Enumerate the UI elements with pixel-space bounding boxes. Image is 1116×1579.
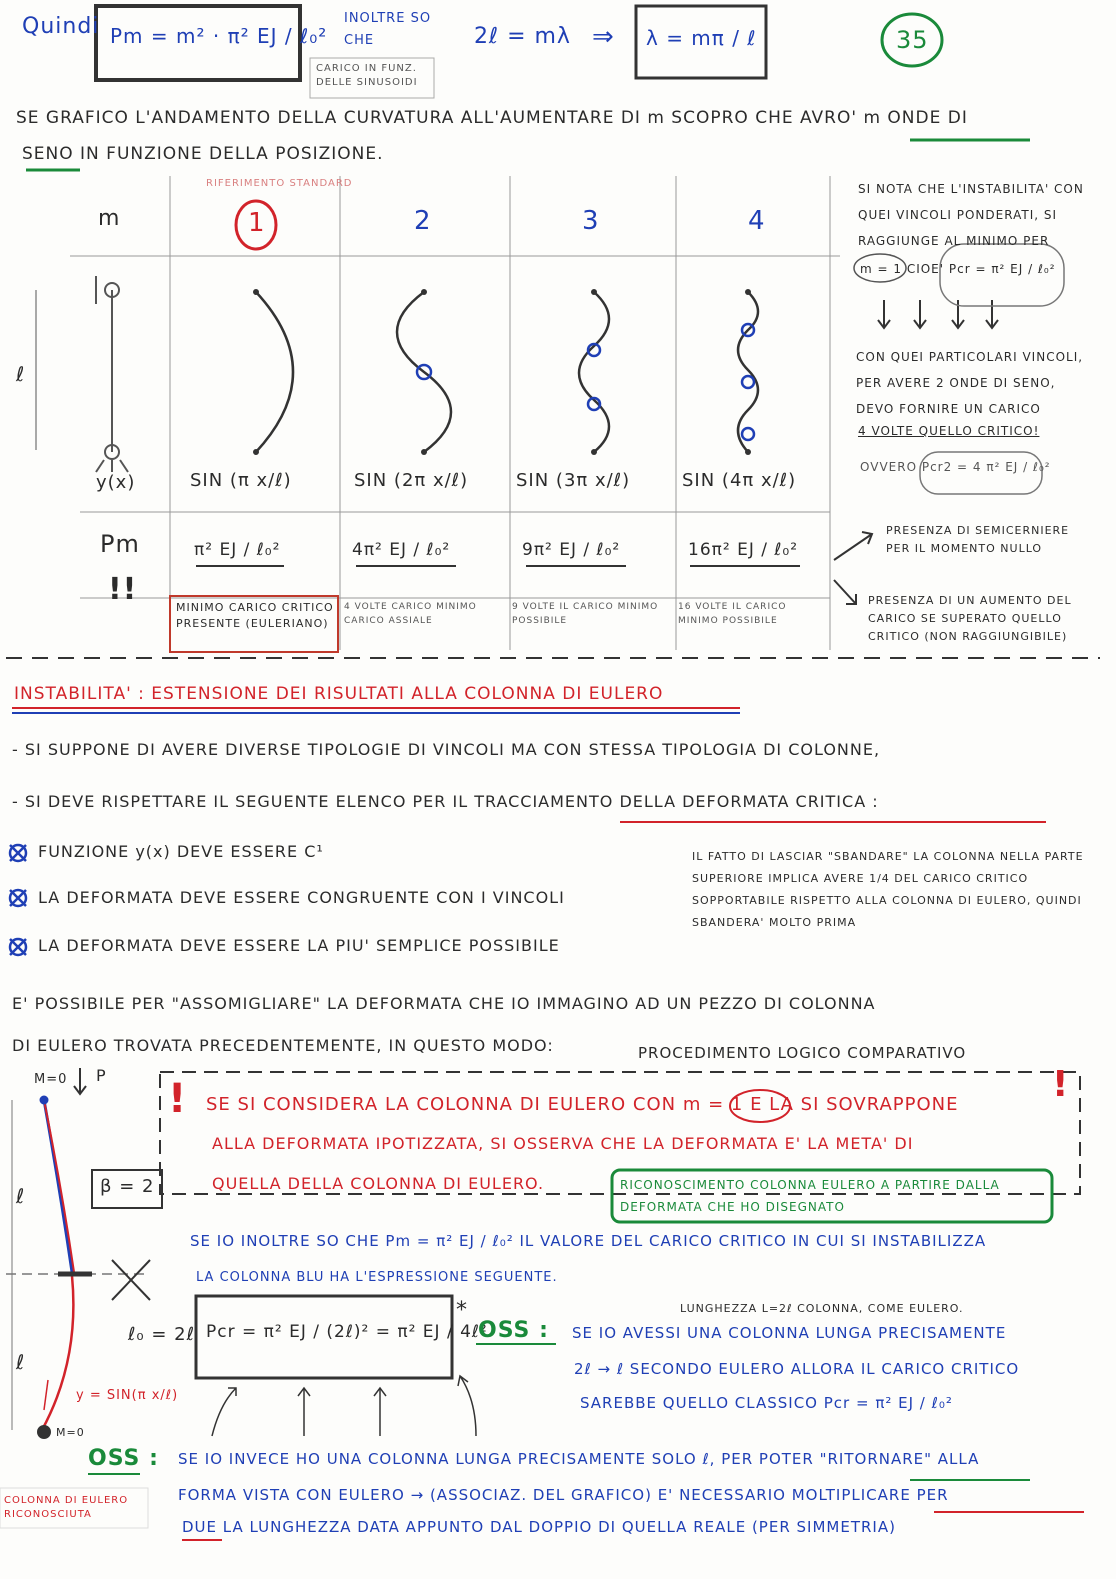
oss-line-2: 2ℓ → ℓ SECONDO EULERO ALLORA IL CARICO CRITICO [574, 1360, 1020, 1378]
beta-label: β = 2 [100, 1176, 155, 1197]
l0-label: ℓ₀ = 2ℓ [128, 1324, 196, 1345]
m-label: m [98, 206, 121, 231]
colonna-note: COLONNA DI EULERO RICONOSCIUTA [4, 1495, 129, 1520]
pm-1: π² EJ / ℓ₀² [194, 540, 281, 560]
pm-label: Pm [100, 530, 140, 558]
col-2-header: 2 [414, 206, 432, 236]
table-exclaim: !! [108, 572, 138, 607]
column-sketch [36, 276, 128, 472]
section-title: INSTABILITA' : ESTENSIONE DEI RISULTATI ALLA COLONNA DI EULERO [14, 684, 664, 704]
col-1-header: 1 [248, 208, 266, 238]
star-note: IL FATTO DI LASCIAR "SBANDARE" LA COLONNA NELLA PARTE SUPERIORE IMPLICA AVERE 1/4 DEL CARICO CRITICO SOPPORTABILE RISPETTO ALLA COLONNA DI EULERO, QUINDI SBANDERA' MOLTO PRIMA [692, 850, 1084, 929]
intro-line-1: SE GRAFICO L'ANDAMENTO DELLA CURVATURA ALL'AUMENTARE DI m SCOPRO CHE AVRO' m ONDE DI [16, 108, 968, 128]
oss-label-1: OSS : [478, 1318, 549, 1343]
ysin-label: y = SIN(π x/ℓ) [76, 1388, 179, 1403]
note-1: MINIMO CARICO CRITICO PRESENTE (EULERIANO) [176, 601, 334, 630]
oss-line-3: SAREBBE QUELLO CLASSICO Pcr = π² EJ / ℓ₀² [580, 1394, 953, 1412]
sin-2: SIN (2π x/ℓ) [354, 470, 469, 491]
m0b-label: M=0 [56, 1426, 85, 1439]
oss-label-2: OSS : [88, 1446, 159, 1471]
pcr-formula: Pcr = π² EJ / (2ℓ)² = π² EJ / 4ℓ² [206, 1322, 488, 1342]
dashed-line-2: ALLA DEFORMATA IPOTIZZATA, SI OSSERVA CHE LA DEFORMATA E' LA META' DI [212, 1134, 914, 1153]
side-aumento: PRESENZA DI UN AUMENTO DEL CARICO SE SUPERATO QUELLO CRITICO (NON RAGGIUNGIBILE) [868, 594, 1072, 643]
side-instability: SI NOTA CHE L'INSTABILITA' CON QUEI VINCOLI PONDERATI, SI RAGGIUNGE AL MINIMO PER [858, 182, 1084, 248]
pcr-arrows [212, 1376, 476, 1436]
l-upper: ℓ [16, 1184, 26, 1208]
pm-4: 16π² EJ / ℓ₀² [688, 540, 799, 560]
possibile-1: E' POSSIBILE PER "ASSOMIGLIARE" LA DEFORMATA CHE IO IMMAGINO AD UN PEZZO DI COLONNA [12, 994, 876, 1013]
espressione: LA COLONNA BLU HA L'ESPRESSIONE SEGUENTE. [196, 1270, 558, 1285]
oss-line-1: SE IO AVESSI UNA COLONNA LUNGA PRECISAMENTE [572, 1324, 1007, 1342]
inflection-points [417, 324, 754, 440]
dashed-line-1: SE SI CONSIDERA LA COLONNA DI EULERO CON m = 1 E LA SI SOVRAPPONE [206, 1094, 959, 1115]
se-inoltre: SE IO INOLTRE SO CHE Pm = π² EJ / ℓ₀² IL VALORE DEL CARICO CRITICO IN CUI SI INSTABILIZZA [190, 1232, 987, 1250]
table-grid [70, 176, 840, 650]
page-number: 35 [896, 26, 929, 54]
final-line-1: SE IO INVECE HO UNA COLONNA LUNGA PRECISAMENTE SOLO ℓ, PER POTER "RITORNARE" ALLA [178, 1450, 980, 1468]
lambda-formula: λ = mπ / ℓ [646, 26, 757, 50]
bullet-2: - SI DEVE RISPETTARE IL SEGUENTE ELENCO PER IL TRACCIAMENTO DELLA DEFORMATA CRITICA : [12, 792, 879, 811]
reference-note: RIFERIMENTO STANDARD [206, 178, 353, 189]
note-3: 9 VOLTE IL CARICO MINIMO POSSIBILE [512, 602, 659, 626]
implies-arrow: ⇒ [592, 22, 615, 52]
lunghezza-note: LUNGHEZZA L=2ℓ COLONNA, COME EULERO. [680, 1302, 964, 1315]
note-4: 16 VOLTE IL CARICO MINIMO POSSIBILE [678, 602, 787, 626]
right-exclaim: ! [1052, 1064, 1070, 1105]
req-1: FUNZIONE y(x) DEVE ESSERE C¹ [38, 842, 324, 861]
yx-label: y(x) [96, 472, 136, 493]
side-ovvero: OVVERO Pcr2 = 4 π² EJ / ℓ₀² [860, 460, 1051, 474]
req-marks [10, 845, 26, 955]
side-quattro-volte: 4 VOLTE QUELLO CRITICO! [858, 424, 1040, 438]
final-line-3: DUE LA LUNGHEZZA DATA APPUNTO DAL DOPPIO DI QUELLA REALE (PER SIMMETRIA) [182, 1518, 896, 1536]
pm-2: 4π² EJ / ℓ₀² [352, 540, 451, 560]
side-m-eq: m = 1 CIOE' Pcr = π² EJ / ℓ₀² [860, 262, 1056, 276]
bottom-column-sketch [6, 1068, 150, 1438]
relation: 2ℓ = mλ [474, 24, 571, 49]
side-particolari: CON QUEI PARTICOLARI VINCOLI, PER AVERE 2 ONDE DI SENO, DEVO FORNIRE UN CARICO [856, 350, 1084, 416]
req-2: LA DEFORMATA DEVE ESSERE CONGRUENTE CON I VINCOLI [38, 888, 565, 907]
col-4-header: 4 [748, 206, 766, 236]
carico-note: CARICO IN FUNZ. DELLE SINUSOIDI [316, 63, 418, 88]
note-2: 4 VOLTE CARICO MINIMO CARICO ASSIALE [344, 602, 477, 626]
sin-3: SIN (3π x/ℓ) [516, 470, 631, 491]
star-mark: * [456, 1298, 468, 1323]
intro-line-2: SENO IN FUNZIONE DELLA POSIZIONE. [22, 144, 384, 164]
length-label: ℓ [16, 362, 26, 386]
pm-3: 9π² EJ / ℓ₀² [522, 540, 621, 560]
procedimento: PROCEDIMENTO LOGICO COMPARATIVO [638, 1044, 967, 1062]
sin-4: SIN (4π x/ℓ) [682, 470, 797, 491]
left-exclaim: ! [168, 1076, 188, 1122]
bullet-1: - SI SUPPONE DI AVERE DIVERSE TIPOLOGIE DI VINCOLI MA CON STESSA TIPOLOGIA DI COLONNE, [12, 740, 881, 759]
sin-1: SIN (π x/ℓ) [190, 470, 292, 491]
final-line-2: FORMA VISTA CON EULERO → (ASSOCIAZ. DEL GRAFICO) E' NECESSARIO MOLTIPLICARE PER [178, 1486, 949, 1504]
col-3-header: 3 [582, 206, 600, 236]
quindi-label: Quindi [22, 14, 100, 39]
mode-shapes [256, 292, 758, 452]
l-lower: ℓ [16, 1350, 26, 1374]
side-semicerniere: PRESENZA DI SEMICERNIERE PER IL MOMENTO NULLO [886, 524, 1070, 555]
inoltre-label: INOLTRE SO CHE [344, 11, 432, 48]
pm-formula: Pm = m² · π² EJ / ℓ₀² [110, 24, 328, 48]
green-box: RICONOSCIMENTO COLONNA EULERO A PARTIRE DALLA DEFORMATA CHE HO DISEGNATO [620, 1178, 1000, 1214]
possibile-2: DI EULERO TROVATA PRECEDENTEMENTE, IN QUESTO MODO: [12, 1036, 554, 1055]
req-3: LA DEFORMATA DEVE ESSERE LA PIU' SEMPLICE POSSIBILE [38, 936, 560, 955]
m0-label: M=0 [34, 1072, 68, 1087]
dashed-line-3: QUELLA DELLA COLONNA DI EULERO. [212, 1174, 545, 1193]
p-label: P [96, 1066, 107, 1085]
